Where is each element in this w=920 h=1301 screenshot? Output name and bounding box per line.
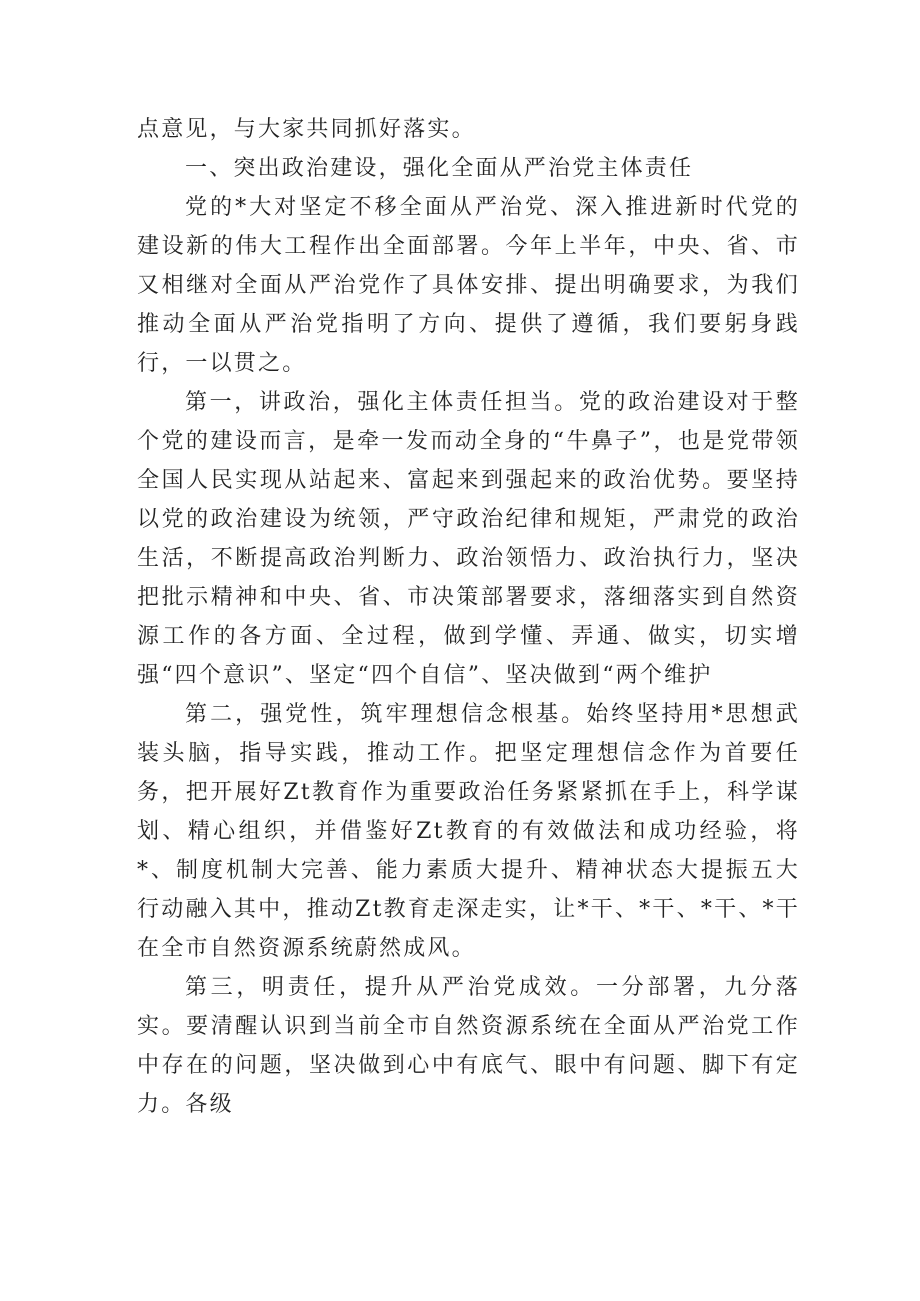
paragraph-continuation: 点意见，与大家共同抓好落实。: [137, 117, 476, 142]
paragraph-intro: 党的*大对坚定不移全面从严治党、深入推进新时代党的建设新的伟大工程作出全面部署。今年上半年，中央、省、市又相继对全面从严治党作了具体安排、提出明确要求，为我们推动全面从严治党指明了方向、提供了遵循，我们要躬身践行，一以贯之。: [137, 195, 800, 376]
section-heading: 一、突出政治建设，强化全面从严治党主体责任: [185, 156, 694, 181]
document-body: [137, 110, 800, 1124]
paragraph-point-three: 第三，明责任，提升从严治党成效。一分部署，九分落实。要清醒认识到当前全市自然资源系统在全面从严治党工作中存在的问题，坚决做到心中有底气、眼中有问题、脚下有定力。各级: [137, 975, 800, 1117]
paragraph-point-one: 第一，讲政治，强化主体责任担当。党的政治建设对于整个党的建设而言，是牵一发而动全身的“牛鼻子”，也是党带领全国人民实现从站起来、富起来到强起来的政治优势。要坚持以党的政治建设为统领，严守政治纪律和规矩，严肃党的政治生活，不断提高政治判断力、政治领悟力、政治执行力，坚决把批示精神和中央、省、市决策部署要求，落细落实到自然资源工作的各方面、全过程，做到学懂、弄通、做实，切实增强“四个意识”、坚定“四个自信”、坚决做到“两个维护: [137, 390, 800, 688]
paragraph-point-two: 第二，强党性，筑牢理想信念根基。始终坚持用*思想武装头脑，指导实践，推动工作。把坚定理想信念作为首要任务，把开展好Zt教育作为重要政治任务紧紧抓在手上，科学谋划、精心组织，并借鉴好Zt教育的有效做法和成功经验，将*、制度机制大完善、能力素质大提升、精神状态大提振五大行动融入其中，推动Zt教育走深走实，让*干、*干、*干、*干在全市自然资源系统蔚然成风。: [137, 702, 800, 961]
